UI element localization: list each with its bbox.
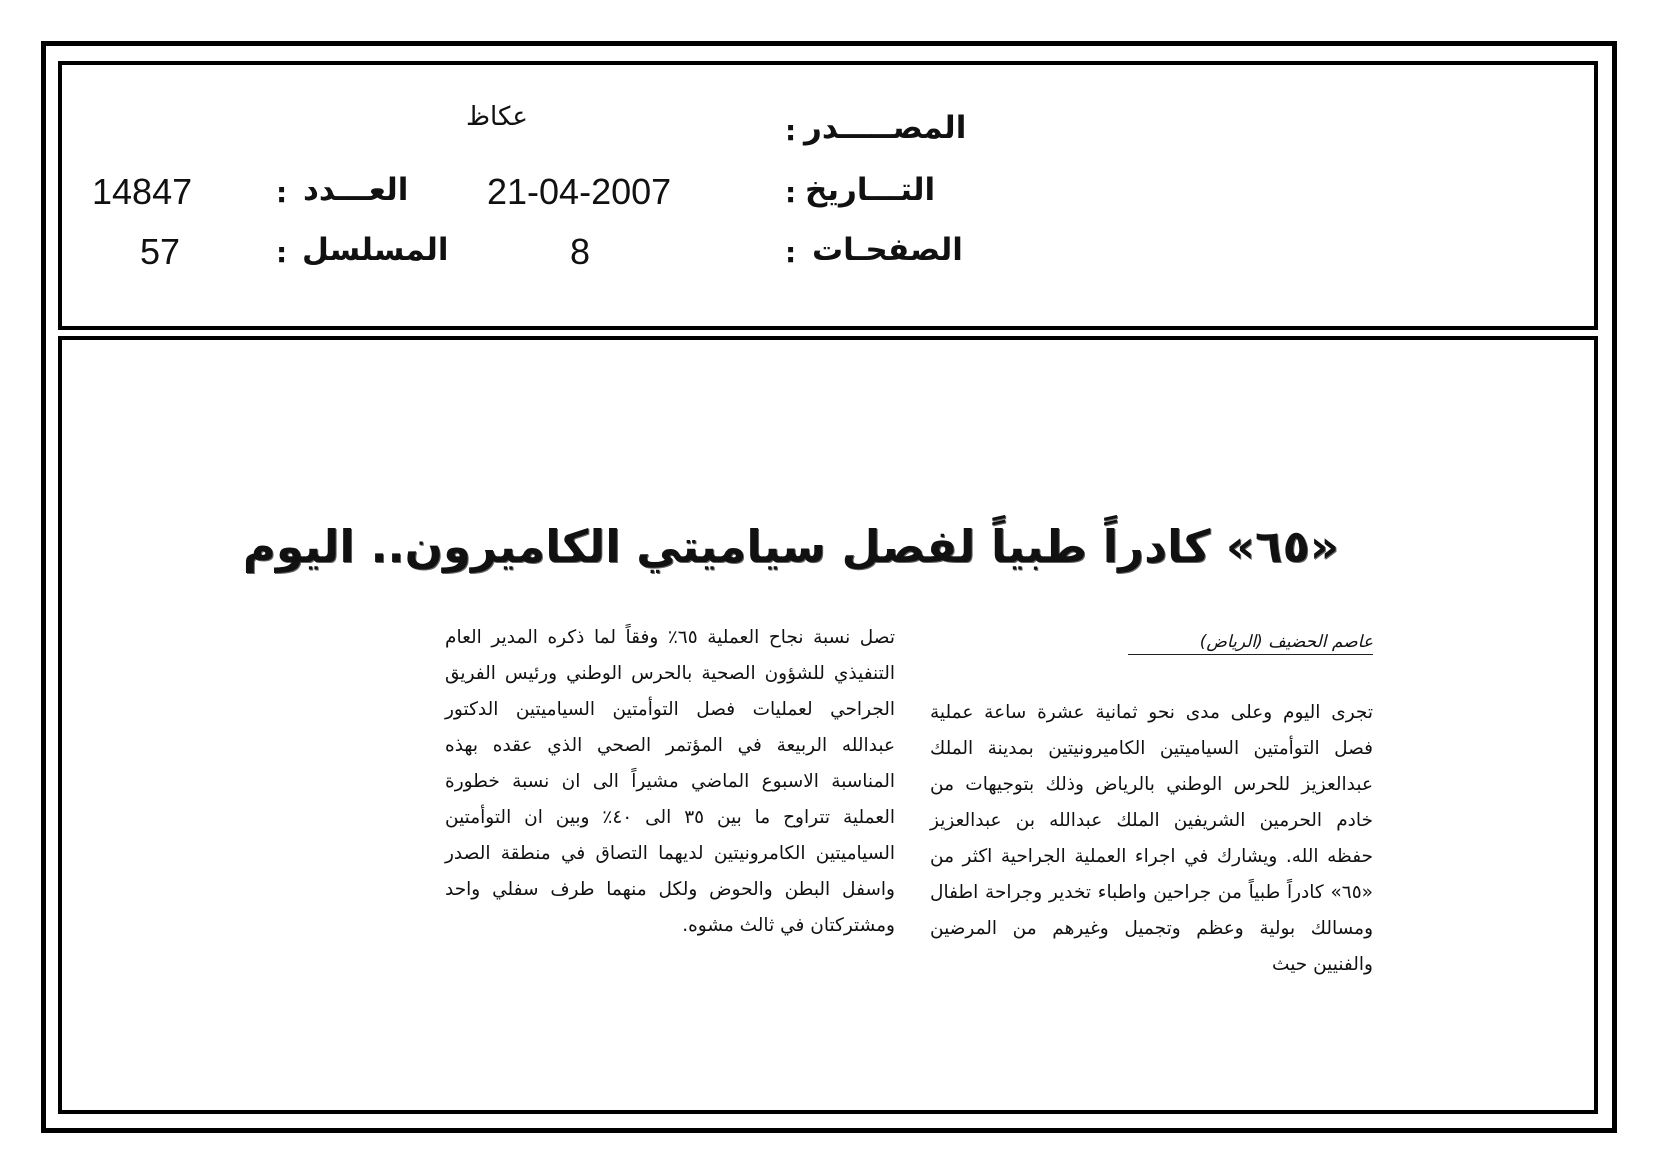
- article-column-left: تصل نسبة نجاح العملية ٦٥٪ وفقاً لما ذكره المدير العام التنفيذي للشؤون الصحية بالحرس الوطني ورئيس الفريق الجراحي لعمليات فصل التوأمتين السياميتين الدكتور عبدالله الربيعة في المؤتمر الصحي الذي عقده بهذه المناسبة الاسبوع الماضي مشيراً الى ان نسبة خطورة العملية تتراوح ما بين ٣٥ الى ٤٠٪ وبين ان التوأمتين السياميتين الكامرونيتين لديهما التصاق في منطقة الصدر واسفل البطن والحوض ولكل منهما طرف سفلي واحد ومشتركتان في ثالث مشوه.: [445, 627, 895, 936]
- source-value: عكاظ: [466, 102, 528, 132]
- serial-label: المسلسل: [302, 232, 449, 268]
- source-colon: :: [785, 114, 797, 147]
- pages-label: الصفحـات: [812, 232, 963, 268]
- issue-value: 14847: [92, 171, 193, 212]
- article-headline: «٦٥» كادراً طبياً لفصل سياميتي الكاميرون.. اليوم: [242, 520, 1339, 573]
- serial-value: 57: [140, 231, 181, 272]
- source-label: المصـــــدر: [804, 110, 967, 146]
- issue-colon: :: [276, 176, 288, 209]
- serial-colon: :: [276, 236, 288, 269]
- article-byline: عاصم الحضيف (الرياض): [1128, 632, 1373, 655]
- pages-value: 8: [570, 231, 591, 272]
- issue-label: العـــدد: [303, 172, 409, 208]
- article-column-right: تجرى اليوم وعلى مدى نحو ثمانية عشرة ساعة عملية فصل التوأمتين السياميتين الكاميرونيتين بمدينة الملك عبدالعزيز للحرس الوطني بالرياض وذلك بتوجيهات من خادم الحرمين الشريفين الملك عبدالله بن عبدالعزيز حفظه الله. ويشارك في اجراء العملية الجراحية اكثر من «٦٥» كادراً طبياً من جراحين واطباء تخدير وجراحة اطفال ومسالك بولية وعظم وتجميل وغيرهم من المرضين والفنيين حيث: [930, 702, 1373, 975]
- date-label: التـــاريخ: [805, 172, 936, 208]
- pages-colon: :: [785, 236, 797, 269]
- date-value: 21-04-2007: [487, 171, 672, 212]
- date-colon: :: [785, 176, 797, 209]
